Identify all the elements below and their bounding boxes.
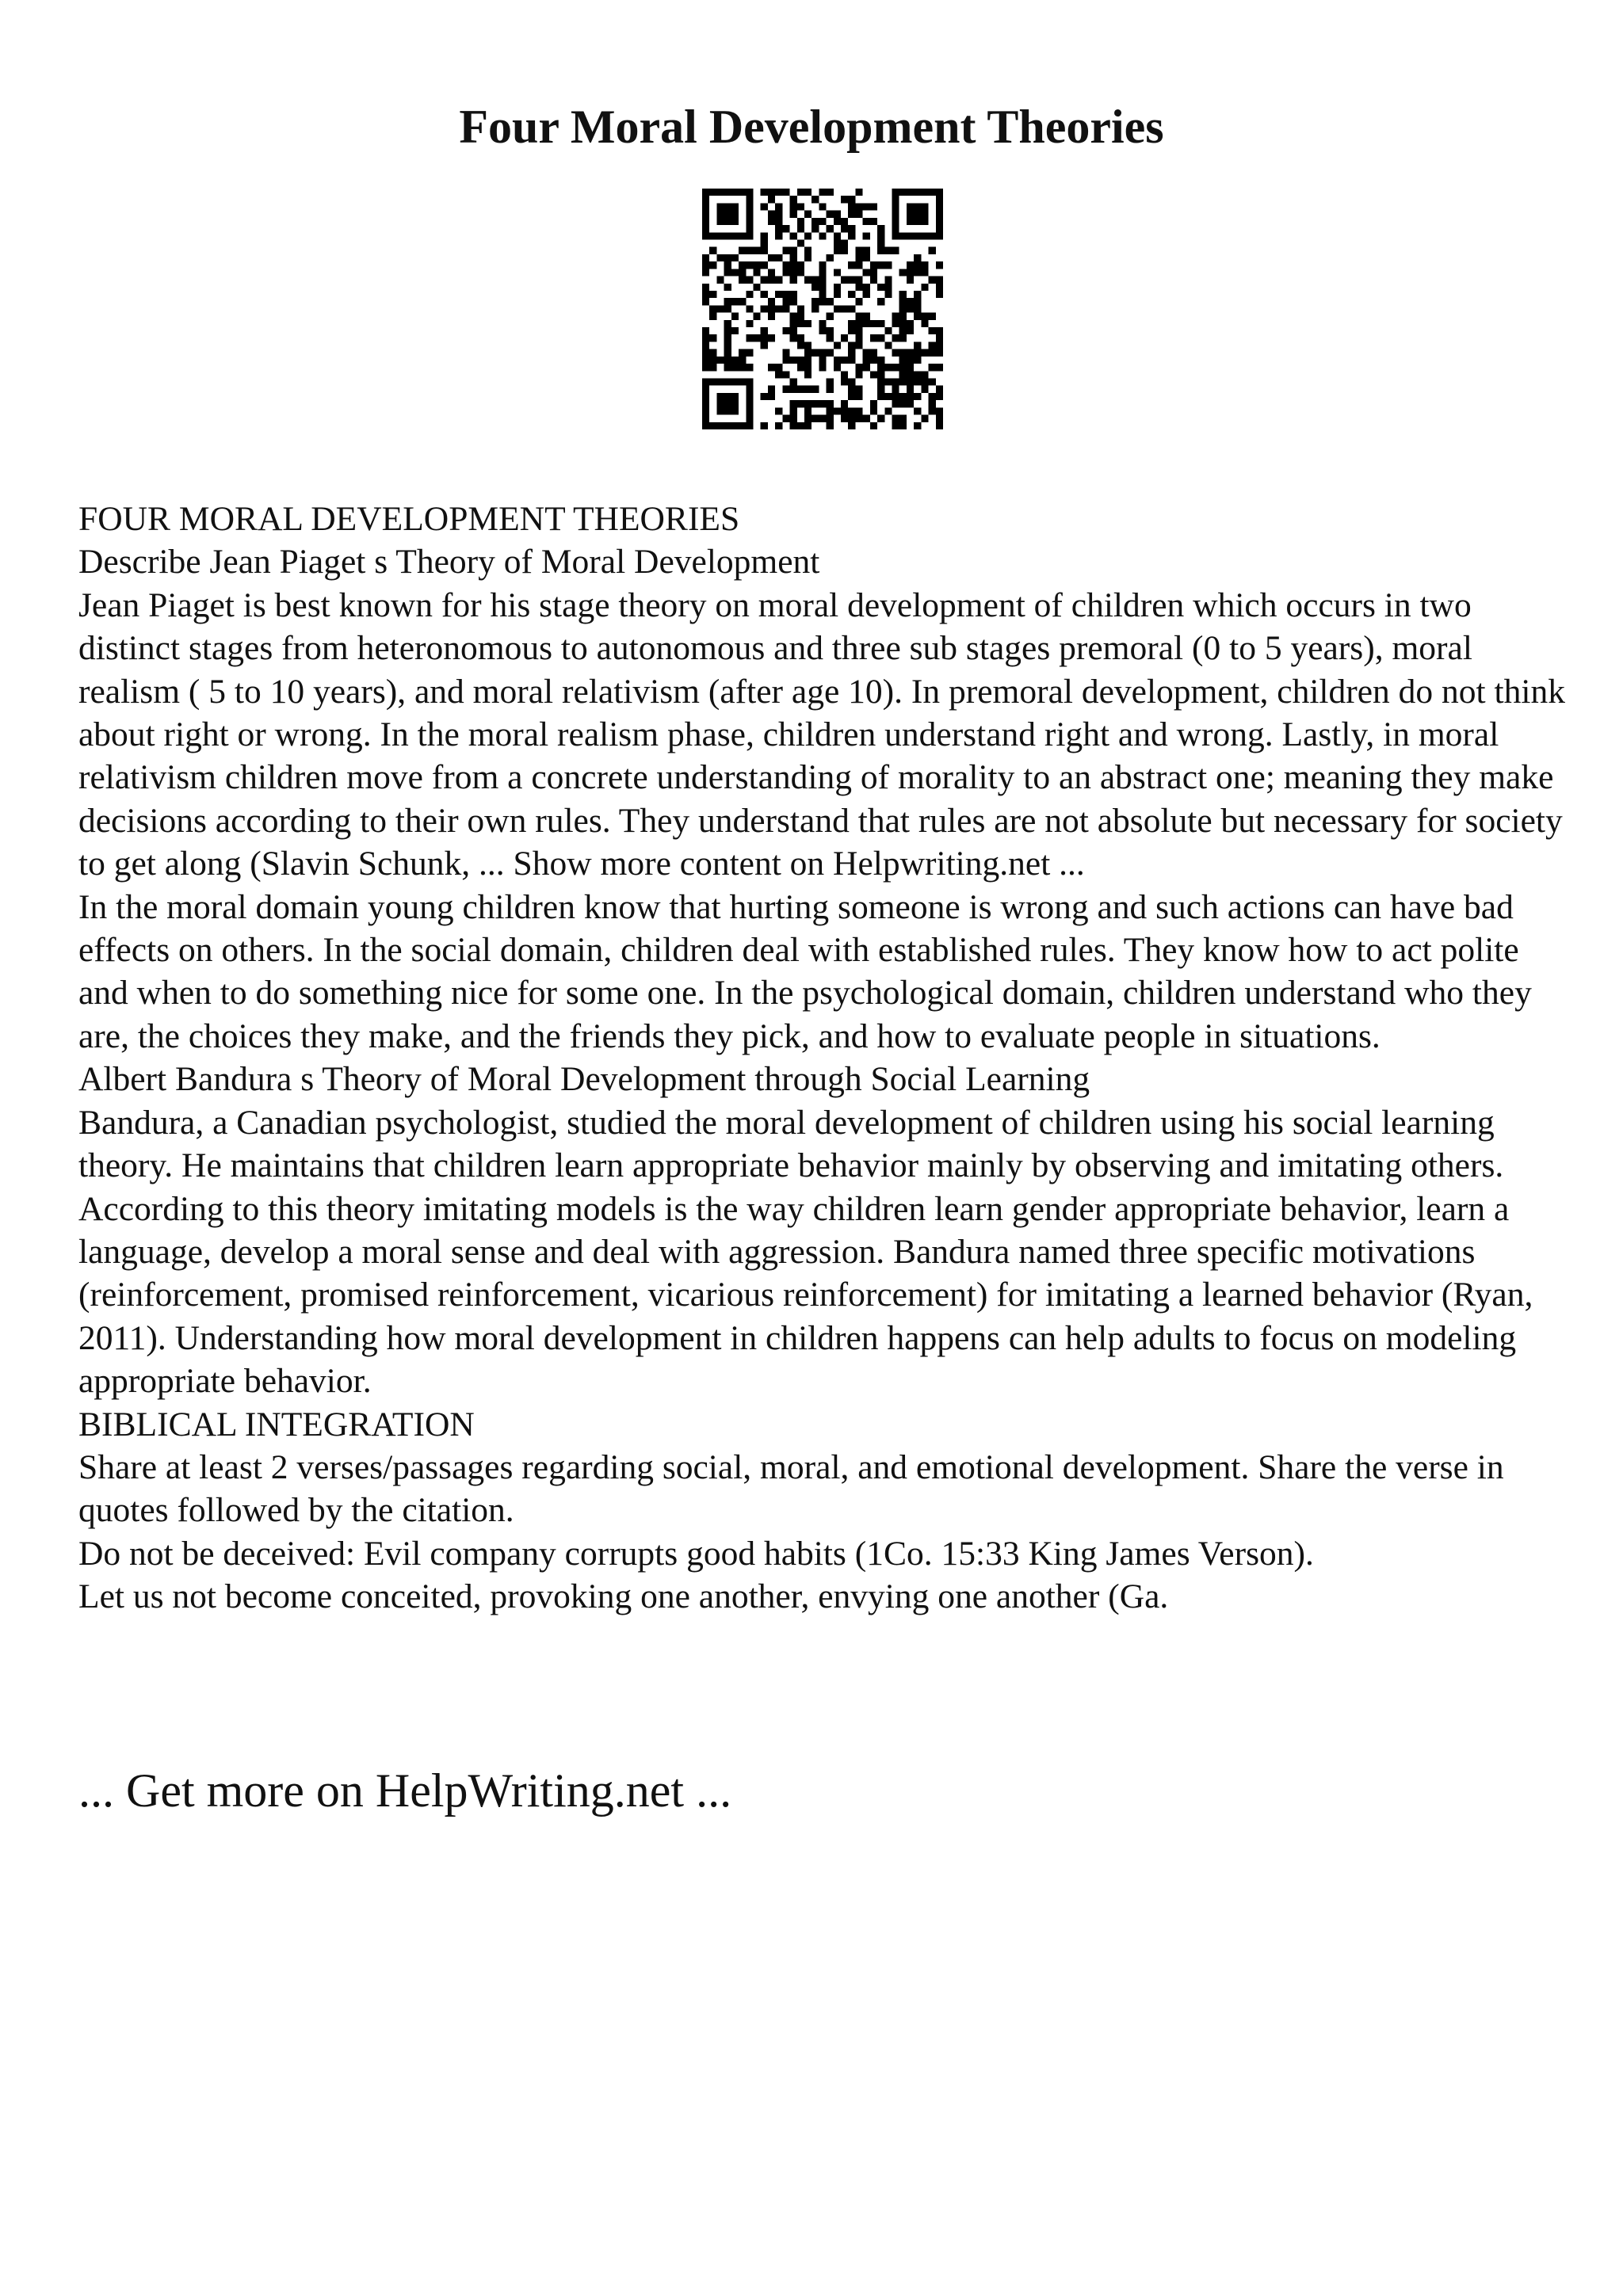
section-heading: FOUR MORAL DEVELOPMENT THEORIES: [78, 500, 740, 538]
body-paragraph: In the moral domain young children know that hurting someone is wrong and such actions can have bad effects on others. In the social domain, children deal with established rules. They know how to act polite and when to do something nice for some one. In the psychological domain, children understand who they are, the choices they make, and the friends they pick, and how to evaluate people in situations.: [78, 887, 1532, 1055]
body-paragraph: Bandura, a Canadian psychologist, studied the moral development of children using his social learning theory. He maintains that children learn appropriate behavior mainly by observing and imitating others. According to this theory imitating models is the way children learn gender appropriate behavior, learn a language, develop a moral sense and deal with aggression. Bandura named three specific motivations (reinforcement, promised reinforcement, vicarious reinforcement) for imitating a learned behavior (Ryan, 2011). Understanding how moral development in children happens can help adults to focus on modeling appropriate behavior.: [78, 1103, 1533, 1401]
qr-code-icon: [702, 189, 943, 429]
verse-line: Do not be deceived: Evil company corrupts good habits (1Co. 15:33 King James Verson).: [78, 1534, 1314, 1573]
document-title: Four Moral Development Theories: [459, 101, 1164, 153]
document-body: [78, 498, 1568, 1619]
verse-line: Let us not become conceited, provoking one another, envying one another (Ga.: [78, 1577, 1169, 1616]
footer-link-text: ... Get more on HelpWriting.net ...: [78, 1764, 732, 1817]
body-paragraph: Share at least 2 verses/passages regarding social, moral, and emotional development. Share the verse in quotes followed by the citation.: [78, 1447, 1504, 1530]
section-heading: BIBLICAL INTEGRATION: [78, 1405, 475, 1444]
question-heading: Describe Jean Piaget s Theory of Moral Development: [78, 543, 820, 582]
question-heading: Albert Bandura s Theory of Moral Development through Social Learning: [78, 1060, 1090, 1099]
body-paragraph: Jean Piaget is best known for his stage theory on moral development of children which occurs in two distinct stages from heteronomous to autonomous and three sub stages premoral (0 to 5 years), moral realism ( 5 to 10 years), and moral relativism (after age 10). In premoral development, children do not think about right or wrong. In the moral realism phase, children understand right and wrong. Lastly, in moral relativism children move from a concrete understanding of morality to an abstract one; meaning they make decisions according to their own rules. They understand that rules are not absolute but necessary for society to get along (Slavin Schunk, ... Show more content on Helpwriting.net ...: [78, 585, 1565, 883]
